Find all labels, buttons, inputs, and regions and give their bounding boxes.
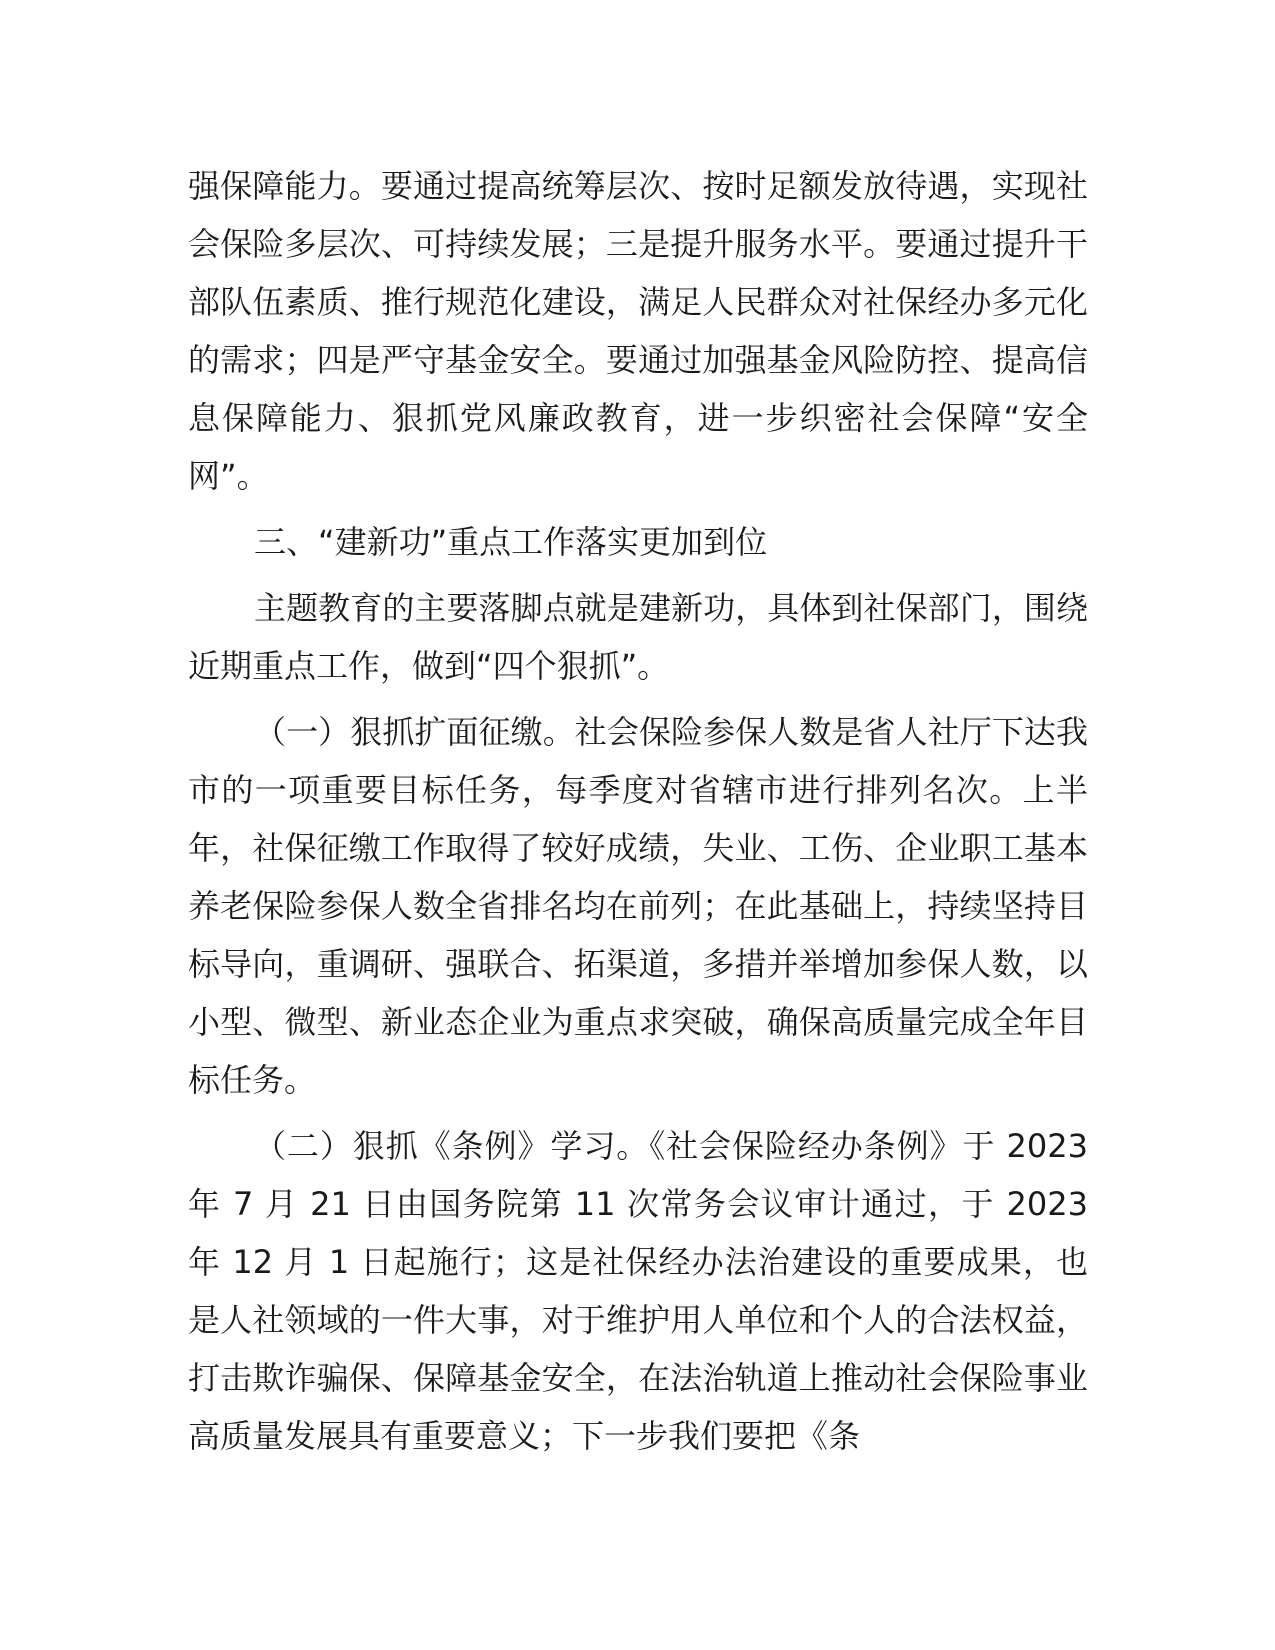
paragraph-item-one: （一）狠抓扩面征缴。社会保险参保人数是省人社厅下达我市的一项重要目标任务，每季度对省辖市进行排列名次。上半年，社保征缴工作取得了较好成绩，失业、工伤、企业职工基本养老保险参保人数全省排名均在前列；在此基础上，持续坚持目标导向，重调研、强联合、拓渠道，多措并举增加参保人数，以小型、微型、新业态企业为重点求突破，确保高质量完成全年目标任务。 xyxy=(188,713,1088,1099)
section-heading-three: 三、“建新功”重点工作落实更加到位 xyxy=(254,523,768,561)
document-body xyxy=(188,157,1088,1465)
paragraph-intro: 主题教育的主要落脚点就是建新功，具体到社保部门，围绕近期重点工作，做到“四个狠抓”。 xyxy=(188,589,1088,685)
paragraph-item-two: （二）狠抓《条例》学习。《社会保险经办条例》于 2023 年 7 月 21 日由国务院第 11 次常务会议审计通过，于 2023 年 12 月 1 日起施行；这是社保经办法治建设的重要成果，也是人社领域的一件大事，对于维护用人单位和个人的合法权益，打击欺诈骗保、保障基金安全，在法治轨道上推动社会保险事业高质量发展具有重要意义；下一步我们要把《条 xyxy=(188,1127,1088,1455)
paragraph-continued: 强保障能力。要通过提高统筹层次、按时足额发放待遇，实现社会保险多层次、可持续发展；三是提升服务水平。要通过提升干部队伍素质、推行规范化建设，满足人民群众对社保经办多元化的需求；四是严守基金安全。要通过加强基金风险防控、提高信息保障能力、狠抓党风廉政教育，进一步织密社会保障“安全网”。 xyxy=(188,167,1088,495)
